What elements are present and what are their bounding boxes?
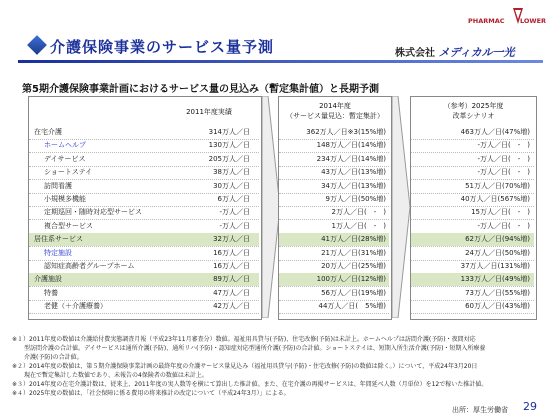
row-label: 特定施設 — [44, 248, 72, 257]
footnote-line: ※１）2011年度の数値は介護給付費実態調査月報（平成23年11月審査分）数値。福祉用具貸与(予防)、住宅改修(予防)は未計上。ホームヘルプは訪問介護(予防)・夜間対応 — [12, 336, 476, 343]
row-label: 複合型サービス — [44, 221, 93, 230]
row-label: 老健（＋介護療養） — [44, 302, 107, 311]
header-2014 — [279, 101, 391, 121]
footnote-line: ※３）2014年度の在宅介護計数は、従来上、2011年度の実人数等を横にて算出した推計値。また、在宅介護の再掲サービスは、年間延べ人数（月単位）を12で稼いた推計値。 — [12, 381, 488, 388]
value-2014: 148万人／日(14%増) — [316, 141, 386, 150]
header-2011: 2011年度実績 — [186, 108, 232, 116]
value-2014: 21万人／日(31%増) — [321, 248, 386, 257]
source-label: 出所：厚生労働省 — [452, 406, 508, 414]
row-label: 定期巡回・随時対応型サービス — [44, 208, 142, 217]
value-2025: 73万人／日(55%増) — [465, 288, 530, 297]
value-2011: 42万人／日 — [213, 302, 250, 311]
value-2011: 32万人／日 — [213, 235, 250, 244]
row-separator — [29, 313, 259, 314]
value-2014: 9万人／日(50%増) — [325, 195, 386, 203]
value-2014: 34万人／日(13%増) — [321, 181, 386, 190]
header-2014-line2: （サービス量見込：暫定集計） — [286, 112, 384, 120]
row-label: 認知症高齢者グループホーム — [44, 262, 135, 270]
header-divider — [18, 60, 543, 63]
title-bullet-icon — [27, 35, 47, 55]
value-2014: 1万人／日( - ) — [331, 221, 386, 230]
row-label: 特養 — [44, 288, 58, 297]
header-2025 — [411, 101, 536, 121]
value-2011: 314万人／日 — [208, 128, 250, 136]
header-2025-line2: 改革シナリオ — [452, 112, 495, 120]
value-2025: -万人／日( - ) — [477, 168, 530, 177]
row-label: 小規模多機能 — [44, 195, 86, 203]
row-label: 在宅介護 — [34, 128, 62, 136]
value-2014: 2万人／日( - ) — [331, 208, 386, 217]
value-2011: -万人／日 — [219, 208, 250, 217]
table-subtitle: 第5期介護保険事業計画におけるサービス量の見込み（暫定集計値）と長期予測 — [22, 84, 379, 95]
value-2014: 362万人／日※3(15%増) — [306, 128, 386, 136]
value-2011: 89万人／日 — [213, 275, 250, 284]
value-2011: 16万人／日 — [213, 248, 250, 257]
value-2025: 60万人／日(43%増) — [465, 302, 530, 311]
logo-text-right: LOWER — [520, 17, 547, 25]
row-label: 介護施設 — [34, 275, 62, 284]
value-2014: 100万人／日(12%増) — [316, 275, 386, 284]
value-2025: 62万人／日(94%増) — [465, 235, 530, 244]
value-2025: -万人／日( - ) — [477, 154, 530, 163]
value-2025: 51万人／日(70%増) — [465, 181, 530, 190]
arrow-right-icon-2 — [392, 96, 410, 318]
row-label: 居住系サービス — [34, 235, 83, 244]
footnote-line: 型訪問介護の合計値。デイサービスは通所介護(予防)、通所リハ(予防)・認知症対応型通所介護(予防)の合計値。ショートステイは、短期入所生活介護(予防)・短期入所療養 — [12, 345, 486, 352]
value-2025: -万人／日( - ) — [477, 221, 530, 230]
row-label: デイサービス — [44, 154, 86, 163]
company-brand: メディカル一光 — [438, 46, 515, 59]
page-number: 29 — [523, 400, 537, 413]
value-2011: 130万人／日 — [208, 141, 250, 150]
value-2025: -万人／日( - ) — [477, 141, 530, 150]
value-2014: 234万人／日(14%増) — [316, 154, 386, 163]
value-2014: 44万人／日( 5%増) — [318, 302, 386, 311]
company-prefix: 株式会社 — [395, 48, 435, 59]
value-2011: 30万人／日 — [213, 181, 250, 190]
value-2011: 6万人／日 — [217, 195, 250, 203]
row-label: ホームヘルプ — [44, 141, 86, 150]
header-2025-line1: （参考）2025年度 — [443, 102, 504, 110]
row-separator — [279, 313, 389, 314]
value-2014: 43万人／日(13%増) — [321, 168, 386, 177]
footnotes — [12, 335, 552, 398]
footnote-line: ※２）2014年度の数値は、第５期介護保険事業計画の最終年度の介護サービス量見込み（福祉用具貸与(予防)・住宅改修(予防)の数値は除く。）について、平成24年3月20日 — [12, 363, 478, 370]
value-2025: 24万人／日(50%増) — [465, 248, 530, 257]
value-2025: 37万人／日(131%増) — [460, 262, 530, 270]
logo-text-left: PHARMAC — [468, 17, 505, 25]
value-2014: 56万人／日(19%増) — [321, 288, 386, 297]
value-2011: 38万人／日 — [213, 168, 250, 177]
value-2025: 133万人／日(49%増) — [460, 275, 530, 284]
value-2025: 15万人／日( - ) — [471, 208, 530, 217]
row-label: ショートステイ — [44, 168, 93, 177]
footnote-line: 介護(予防)の合計値。 — [12, 354, 83, 361]
company-name — [395, 44, 515, 60]
footnote-line: 現在で暫定集計した数値であり、未報告の4保険者の数値は未計上。 — [12, 372, 208, 379]
header-2014-line1: 2014年度 — [319, 102, 351, 110]
row-separator — [411, 313, 534, 314]
row-label: 訪問看護 — [44, 181, 72, 190]
value-2014: 20万人／日(25%増) — [321, 262, 386, 270]
page-title: 介護保険事業のサービス量予測 — [50, 38, 275, 56]
value-2011: 205万人／日 — [208, 154, 250, 163]
value-2011: 16万人／日 — [213, 262, 250, 270]
value-2014: 41万人／日(28%増) — [321, 235, 386, 244]
value-2011: -万人／日 — [219, 221, 250, 230]
value-2025: 463万人／日(47%増) — [460, 128, 530, 136]
value-2011: 47万人／日 — [213, 288, 250, 297]
footnote-line: ※４）2025年度の数値は、「社会保障に係る費用の将来推計の改定について（平成24年3月）」による。 — [12, 390, 290, 397]
value-2025: 40万人／日(567%増) — [460, 195, 530, 203]
